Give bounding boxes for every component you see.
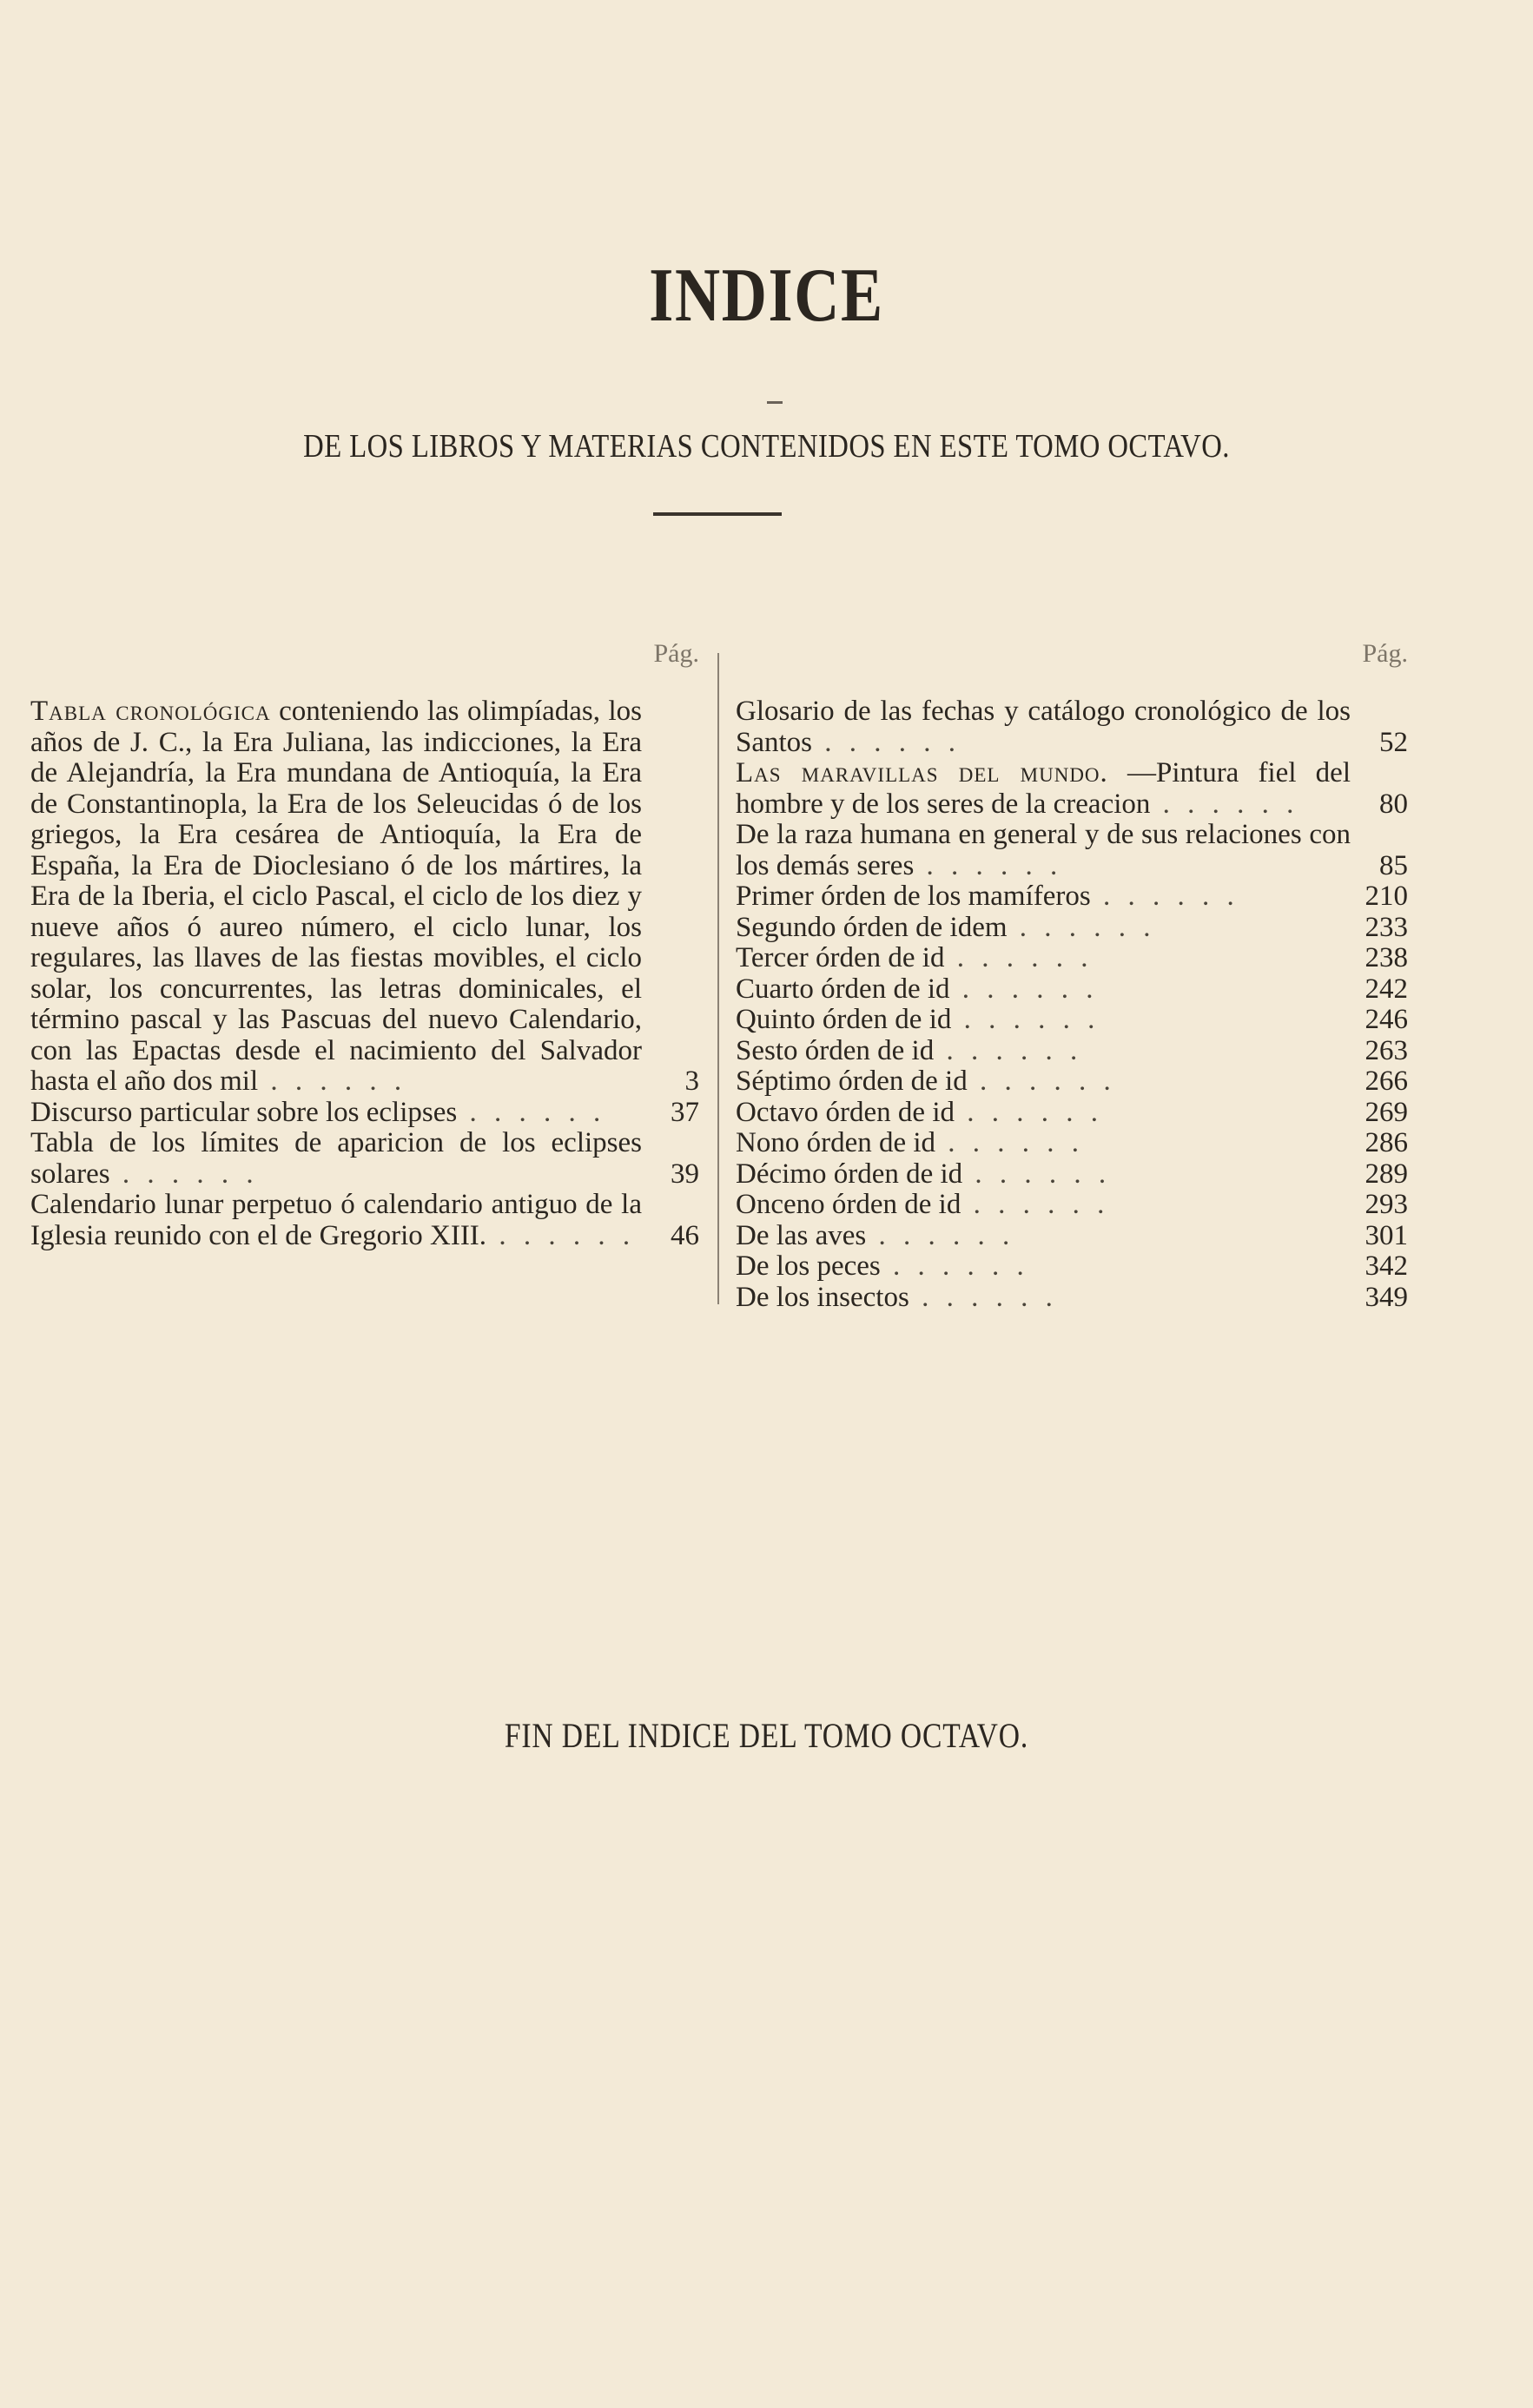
index-column-right <box>736 639 1408 1313</box>
dot-leader: . . . . . . <box>949 973 1099 1005</box>
index-entry <box>736 1005 1408 1036</box>
index-entry-title: conteniendo las olimpíadas, los años de J. C., la Era Juliana, las indicciones, la Era de Alejandría, la Era mundana de Antioquía, la Era de Constantinopla, la Era de los Seleucidas ó de los griegos, la Era cesárea de Antioquía, la Era de España, la Era de Dioclesiano ó de los mártires, la Era de la Iberia, el ciclo Pascal, el ciclo de los diez y nueve años ó aureo número, el ciclo lunar, los regulares, las llaves de las fiestas movibles, el ciclo solar, los concurrentes, las letras dominicales, el término pascal y las Pascuas del nuevo Calendario, con las Epactas desde el nacimiento del Salvador hasta el año dos mil <box>30 696 642 1097</box>
index-entry-page: 242 <box>1365 973 1408 1005</box>
index-entry-page: 349 <box>1365 1281 1408 1313</box>
index-entry-title: Discurso particular sobre los eclipses <box>30 1096 458 1128</box>
dot-leader: . . . . . . <box>1090 881 1239 912</box>
index-entry-title: Sesto órden de id <box>736 1034 935 1066</box>
dot-leader: . . . . . . <box>258 1065 407 1097</box>
index-entry-title: Quinto órden de id <box>736 1004 952 1035</box>
index-entry <box>736 913 1408 944</box>
index-entry <box>736 1251 1408 1283</box>
index-entry-title: De las aves <box>736 1219 867 1251</box>
index-entry-title: Tabla de los límites de aparicion de los eclipses solares <box>30 1127 642 1190</box>
index-entry-lead: Las maravillas del mundo. <box>736 757 1108 788</box>
dot-leader: . . . . . . <box>909 1281 1058 1313</box>
index-entry-page: 269 <box>1365 1096 1408 1128</box>
index-entry <box>30 1128 699 1190</box>
dot-leader: . . . . . . <box>951 1004 1100 1035</box>
index-entry-page: 263 <box>1365 1034 1408 1066</box>
index-entry <box>736 1221 1408 1252</box>
index-entry-title: Onceno órden de id <box>736 1189 961 1220</box>
index-entry-text <box>736 1159 1408 1191</box>
dot-leader: . . . . . . <box>880 1250 1029 1282</box>
dot-leader: . . . . . . <box>1150 788 1299 820</box>
index-entry <box>736 820 1408 881</box>
index-entry <box>736 1128 1408 1159</box>
dot-leader: . . . . . . <box>961 1189 1110 1220</box>
index-entry-title: Primer órden de los mamíferos <box>736 881 1091 912</box>
index-entry-page: 301 <box>1365 1219 1408 1251</box>
column-divider <box>717 653 719 1304</box>
index-entry <box>736 696 1408 758</box>
index-entries-right <box>736 653 1408 1313</box>
index-entry-page: 85 <box>1379 849 1408 881</box>
index-entry-text <box>736 1221 1408 1252</box>
index-entry-page: 37 <box>671 1096 699 1128</box>
dot-leader: . . . . . . <box>866 1219 1015 1251</box>
index-entry-text <box>736 758 1408 820</box>
dot-leader: . . . . . . <box>109 1158 259 1190</box>
index-entry-title: Nono órden de id <box>736 1127 936 1158</box>
index-entry-text <box>736 696 1408 758</box>
index-entry-title: Glosario de las fechas y catálogo cronológico de los Santos <box>736 696 1351 758</box>
index-entry-text <box>736 1128 1408 1159</box>
index-entry-page: 52 <box>1379 726 1408 758</box>
index-entry-text <box>30 1190 699 1251</box>
index-entry <box>736 881 1408 913</box>
dot-leader: . . . . . . <box>486 1219 636 1251</box>
index-entry-title: Tercer órden de id <box>736 942 945 973</box>
index-entry-text <box>736 974 1408 1006</box>
dot-leader: . . . . . . <box>934 1034 1083 1066</box>
index-entry <box>736 1036 1408 1067</box>
index-entry-page: 293 <box>1365 1189 1408 1220</box>
index-entry-text <box>736 1066 1408 1098</box>
index-entry-text <box>736 1098 1408 1129</box>
index-entry-page: 39 <box>671 1158 699 1190</box>
index-entry-text <box>30 1128 699 1190</box>
index-entry <box>30 1098 699 1129</box>
title-rule <box>653 512 782 516</box>
index-entry-text <box>736 1036 1408 1067</box>
dot-leader: . . . . . . <box>914 849 1063 881</box>
index-entry <box>30 1190 699 1251</box>
index-entry-text <box>736 1283 1408 1314</box>
index-entry <box>736 1283 1408 1314</box>
index-entry-text <box>736 820 1408 881</box>
index-entry-page: 46 <box>671 1219 699 1251</box>
index-entry-title: Calendario lunar perpetuo ó calendario antiguo de la Iglesia reunido con el de Gregorio XIII. <box>30 1189 642 1251</box>
dot-leader: . . . . . . <box>1007 911 1156 943</box>
dot-leader: . . . . . . <box>812 726 961 758</box>
index-entry-text <box>736 943 1408 974</box>
index-entry-page: 289 <box>1365 1158 1408 1190</box>
index-entry-page: 210 <box>1365 881 1408 912</box>
index-entry-text <box>736 1005 1408 1036</box>
dot-leader: . . . . . . <box>967 1065 1116 1097</box>
dot-leader: . . . . . . <box>944 942 1094 973</box>
index-entry-text <box>736 881 1408 913</box>
decorative-dash <box>767 401 783 404</box>
index-entry-title: —Pintura fiel del hombre y de los seres de la creacion <box>736 757 1351 820</box>
index-entry-title: De los peces <box>736 1250 881 1282</box>
index-entries-left <box>30 653 699 1251</box>
index-entry-page: 286 <box>1365 1127 1408 1158</box>
page-number-heading-left: Pág. <box>653 639 699 668</box>
index-entry <box>736 974 1408 1006</box>
index-entry-title: Segundo órden de idem <box>736 911 1008 943</box>
index-entry-title: De la raza humana en general y de sus relaciones con los demás seres <box>736 819 1351 881</box>
index-entry <box>736 758 1408 820</box>
page-subtitle: DE LOS LIBROS Y MATERIAS CONTENIDOS EN ESTE TOMO OCTAVO. <box>303 428 1230 465</box>
index-entry-text <box>30 1098 699 1129</box>
index-entry <box>30 696 699 1098</box>
index-entry-page: 233 <box>1365 911 1408 943</box>
dot-leader: . . . . . . <box>955 1096 1103 1128</box>
index-entry-page: 3 <box>684 1065 699 1097</box>
dot-leader: . . . . . . <box>962 1158 1112 1190</box>
index-entry <box>736 1190 1408 1221</box>
index-entry-lead: Tabla cronológica <box>30 696 271 727</box>
dot-leader: . . . . . . <box>457 1096 606 1128</box>
index-entry-text <box>736 1251 1408 1283</box>
index-entry-text <box>736 913 1408 944</box>
index-column-left <box>30 639 699 1251</box>
index-entry-page: 246 <box>1365 1004 1408 1035</box>
index-entry-text <box>736 1190 1408 1221</box>
index-entry-text <box>30 696 699 1098</box>
index-entry-page: 80 <box>1379 788 1408 820</box>
index-entry <box>736 1159 1408 1191</box>
dot-leader: . . . . . . <box>935 1127 1085 1158</box>
index-entry <box>736 943 1408 974</box>
index-entry-page: 238 <box>1365 942 1408 973</box>
index-entry-title: Décimo órden de id <box>736 1158 963 1190</box>
index-entry-title: Cuarto órden de id <box>736 973 950 1005</box>
index-entry-title: Octavo órden de id <box>736 1096 955 1128</box>
end-of-index-note: FIN DEL INDICE DEL TOMO OCTAVO. <box>504 1716 1029 1755</box>
index-entry <box>736 1066 1408 1098</box>
page-title: INDICE <box>649 254 884 338</box>
index-entry-title: Séptimo órden de id <box>736 1065 968 1097</box>
page-number-heading-right: Pág. <box>1362 639 1408 668</box>
index-entry-page: 266 <box>1365 1065 1408 1097</box>
index-entry <box>736 1098 1408 1129</box>
index-entry-title: De los insectos <box>736 1281 909 1313</box>
index-entry-page: 342 <box>1365 1250 1408 1282</box>
